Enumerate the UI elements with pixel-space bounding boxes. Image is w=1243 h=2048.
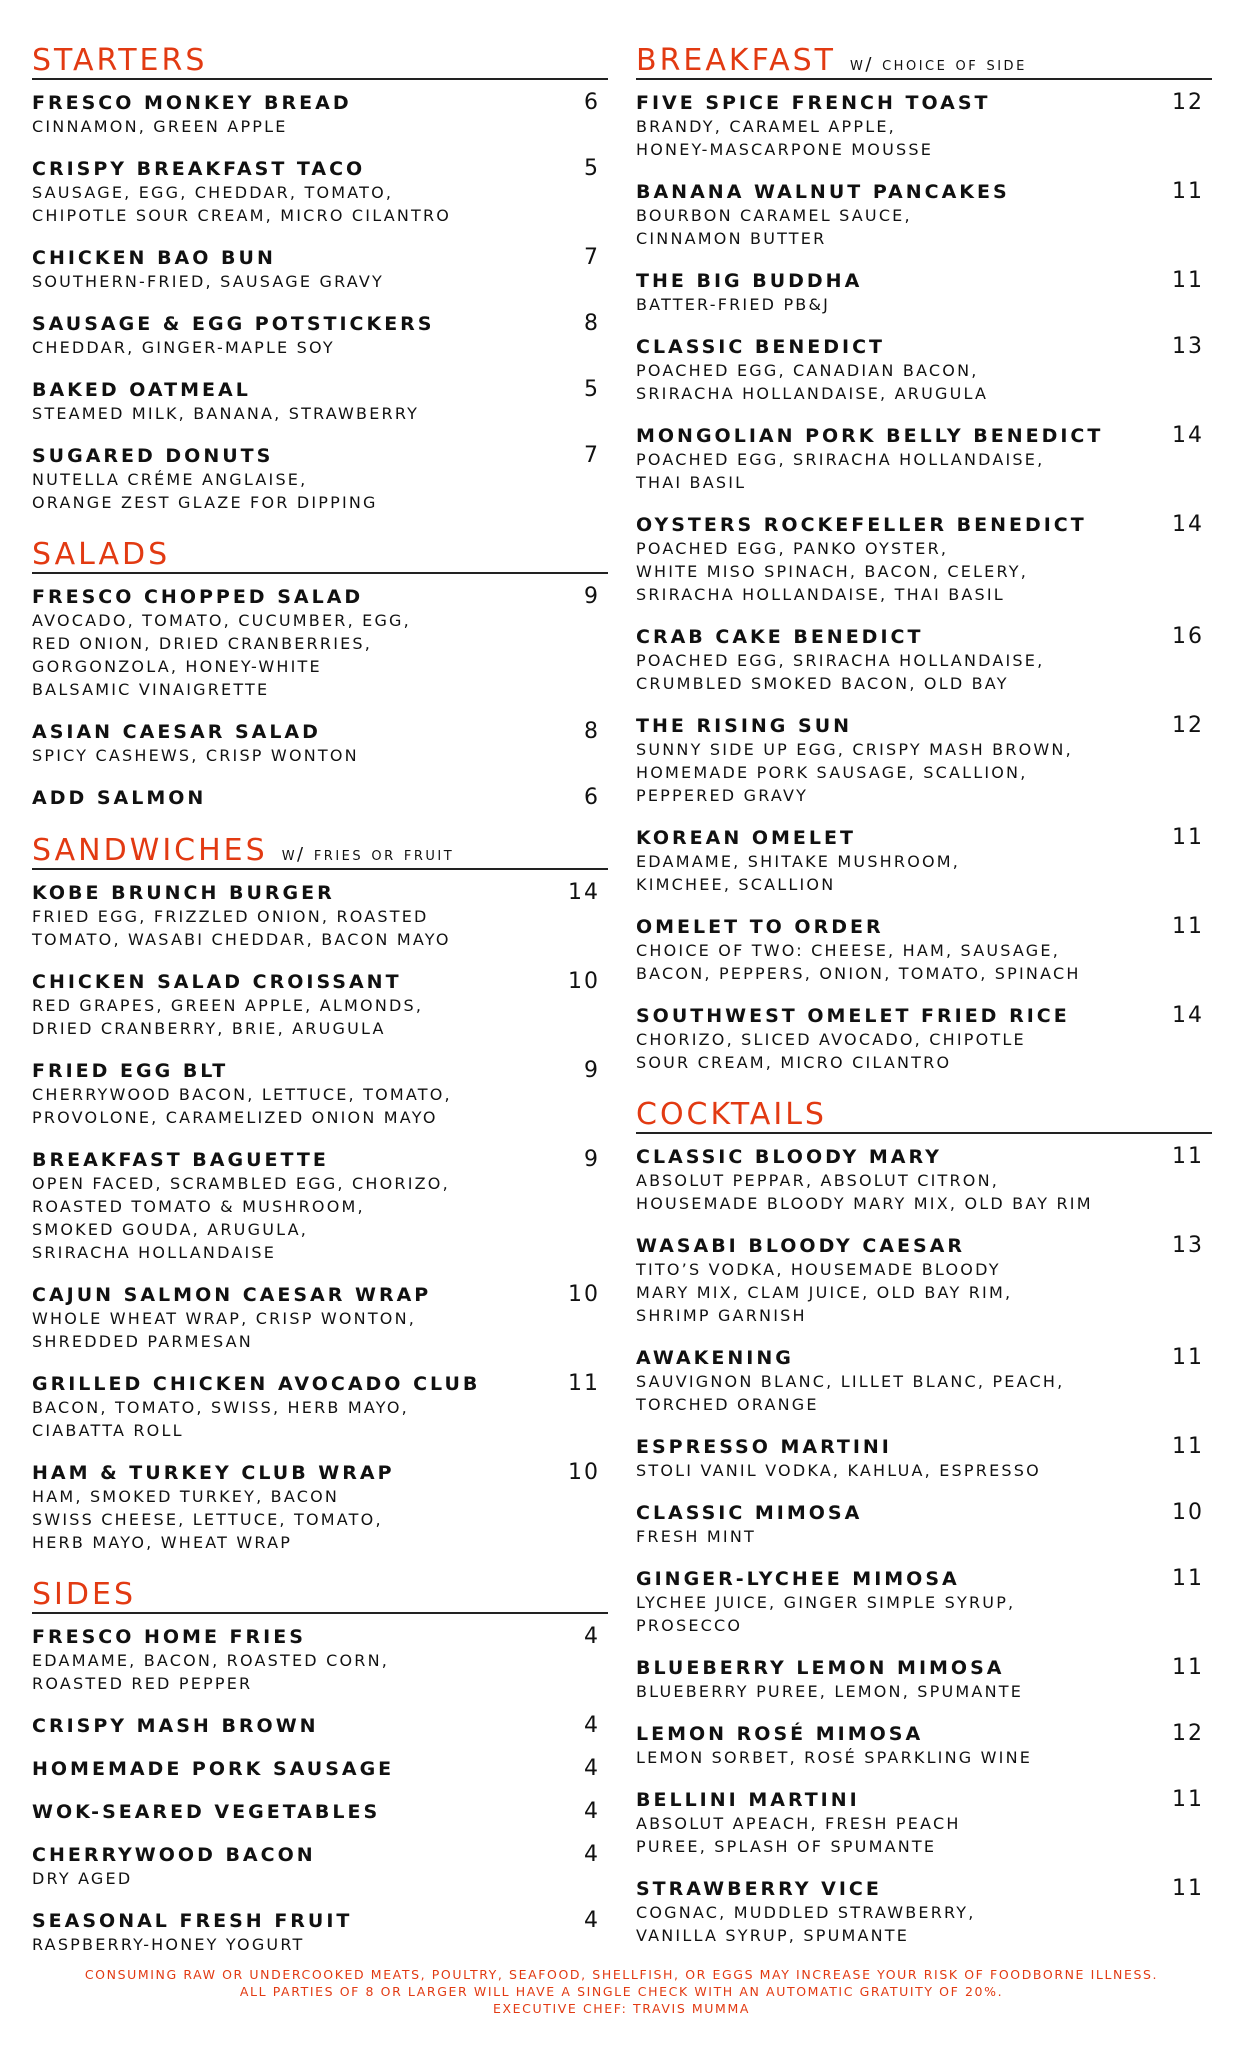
menu-item [636, 1655, 1212, 1703]
menu-item-price: 8 [584, 719, 600, 744]
menu-item [636, 423, 1212, 494]
menu-item-name: HOMEMADE PORK SAUSAGE [32, 1758, 395, 1780]
menu-item-name: CAJUN SALMON CAESAR WRAP [32, 1284, 432, 1306]
menu-item-name: OYSTERS ROCKEFELLER BENEDICT [636, 514, 1087, 536]
menu-item [32, 1147, 608, 1264]
menu-item-row [32, 377, 608, 402]
menu-item-row [32, 1842, 608, 1867]
menu-item-price: 11 [1172, 1787, 1204, 1812]
menu-item-price: 10 [568, 1282, 600, 1307]
menu-item-name: CHERRYWOOD BACON [32, 1844, 316, 1866]
section-title: STARTERS [32, 43, 208, 78]
menu-item-name: KOBE BRUNCH BURGER [32, 882, 335, 904]
section-subtitle: w/ choice of side [849, 54, 1027, 75]
menu-item-row [636, 1434, 1212, 1459]
menu-item-row [32, 1756, 608, 1781]
menu-item-name: BREAKFAST BAGUETTE [32, 1149, 329, 1171]
menu-item-name: ASIAN CAESAR SALAD [32, 721, 321, 743]
section-header [32, 43, 608, 80]
menu-item-row [32, 785, 608, 810]
menu-item-description: BACON, TOMATO, SWISS, HERB MAYO, CIABATTA ROLL [32, 1398, 409, 1440]
menu-item-row [32, 1282, 608, 1307]
menu-item-description: BATTER-FRIED PB&J [636, 295, 831, 314]
menu-item-row [32, 1460, 608, 1485]
menu-item-price: 11 [1172, 268, 1204, 293]
menu-item-description: EDAMAME, BACON, ROASTED CORN, ROASTED RED PEPPER [32, 1651, 390, 1693]
menu-item [636, 1003, 1212, 1074]
menu-item-name: FRIED EGG BLT [32, 1060, 229, 1082]
menu-item-row [32, 1908, 608, 1933]
menu-item-price: 7 [584, 245, 600, 270]
menu-item-row [636, 1345, 1212, 1370]
footer-gratuity-notice: ALL PARTIES OF 8 OR LARGER WILL HAVE A SINGLE CHECK WITH AN AUTOMATIC GRATUITY OF 20%. [239, 1984, 1004, 1999]
menu-item-price: 7 [584, 443, 600, 468]
menu-item [636, 1876, 1212, 1947]
menu-item-price: 5 [584, 156, 600, 181]
menu-item-description: RASPBERRY-HONEY YOGURT [32, 1935, 305, 1954]
menu-item-price: 10 [568, 1460, 600, 1485]
menu-item-description: LYCHEE JUICE, GINGER SIMPLE SYRUP, PROSECCO [636, 1593, 1016, 1635]
menu-item-price: 14 [1172, 423, 1204, 448]
menu-item-price: 4 [584, 1624, 600, 1649]
menu-item-price: 4 [584, 1908, 600, 1933]
menu-item-price: 11 [1172, 179, 1204, 204]
menu-item-name: GINGER-LYCHEE MIMOSA [636, 1568, 960, 1590]
menu-item-description: CHORIZO, SLICED AVOCADO, CHIPOTLE SOUR CREAM, MICRO CILANTRO [636, 1030, 1026, 1072]
menu-item-description: STOLI VANIL VODKA, KAHLUA, ESPRESSO [636, 1461, 1041, 1480]
menu-item [636, 1144, 1212, 1215]
menu-item-price: 16 [1172, 624, 1204, 649]
menu-item-name: CRISPY MASH BROWN [32, 1715, 319, 1737]
menu-item-name: CHICKEN BAO BUN [32, 247, 276, 269]
menu-item-description: CHEDDAR, GINGER-MAPLE SOY [32, 338, 335, 357]
menu-item [636, 914, 1212, 985]
menu-item-price: 12 [1172, 1721, 1204, 1746]
menu-item [636, 1500, 1212, 1548]
menu-item-name: CLASSIC BLOODY MARY [636, 1146, 942, 1168]
menu-item-name: SEASONAL FRESH FRUIT [32, 1910, 353, 1932]
menu-item-name: WASABI BLOODY CAESAR [636, 1235, 965, 1257]
menu-item-price: 9 [584, 584, 600, 609]
menu-item-description: BLUEBERRY PUREE, LEMON, SPUMANTE [636, 1682, 1024, 1701]
menu-item-description: CHOICE OF TWO: CHEESE, HAM, SAUSAGE, BACON, PEPPERS, ONION, TOMATO, SPINACH [636, 941, 1081, 983]
menu-item-row [32, 311, 608, 336]
menu-item-row [636, 423, 1212, 448]
menu-item-price: 11 [1172, 1434, 1204, 1459]
menu-item [32, 1756, 608, 1781]
menu-section-starters [32, 43, 608, 514]
menu-item-row [636, 1721, 1212, 1746]
menu-item-name: BLUEBERRY LEMON MIMOSA [636, 1657, 1005, 1679]
menu-item [636, 1787, 1212, 1858]
menu-section-sandwiches [32, 833, 608, 1554]
menu-item-name: KOREAN OMELET [636, 827, 856, 849]
footer-chef-credit: EXECUTIVE CHEF: TRAVIS MUMMA [493, 2001, 750, 2016]
section-title: BREAKFAST [636, 43, 836, 78]
menu-item-row [636, 1144, 1212, 1169]
menu-item-row [636, 1876, 1212, 1901]
menu-item-row [636, 1500, 1212, 1525]
footer-health-warning: CONSUMING RAW OR UNDERCOOKED MEATS, POULTRY, SEAFOOD, SHELLFISH, OR EGGS MAY INCREASE YOUR RISK OF FOODBORNE ILLNESS. [84, 1967, 1159, 1982]
menu-item-row [32, 1371, 608, 1396]
menu-item-price: 10 [1172, 1500, 1204, 1525]
menu-item-description: NUTELLA CRÉME ANGLAISE, ORANGE ZEST GLAZE FOR DIPPING [32, 470, 378, 512]
menu-item [32, 785, 608, 810]
menu-item [32, 1713, 608, 1738]
menu-item-row [32, 1147, 608, 1172]
menu-item-description: COGNAC, MUDDLED STRAWBERRY, VANILLA SYRUP, SPUMANTE [636, 1903, 976, 1945]
menu-item-row [636, 1003, 1212, 1028]
menu-item [32, 90, 608, 138]
menu-item-name: STRAWBERRY VICE [636, 1878, 882, 1900]
menu-item-name: CLASSIC MIMOSA [636, 1502, 863, 1524]
menu-section-sides [32, 1577, 608, 1956]
right-column [636, 43, 1212, 1973]
menu-item [32, 880, 608, 951]
menu-item-name: ADD SALMON [32, 787, 207, 809]
menu-item-row [32, 1624, 608, 1649]
menu-item-description: SPICY CASHEWS, CRISP WONTON [32, 746, 359, 765]
menu-item-description: BOURBON CARAMEL SAUCE, CINNAMON BUTTER [636, 206, 912, 248]
menu-item [32, 719, 608, 767]
menu-item-row [636, 914, 1212, 939]
menu-item-description: POACHED EGG, CANADIAN BACON, SRIRACHA HOLLANDAISE, ARUGULA [636, 361, 989, 403]
menu-item [32, 1371, 608, 1442]
menu-item-price: 11 [1172, 1144, 1204, 1169]
menu-item-description: TITO’S VODKA, HOUSEMADE BLOODY MARY MIX, CLAM JUICE, OLD BAY RIM, SHRIMP GARNISH [636, 1260, 1013, 1325]
menu-item-price: 5 [584, 377, 600, 402]
menu-item-price: 8 [584, 311, 600, 336]
menu-section-breakfast [636, 43, 1212, 1074]
menu-item-price: 13 [1172, 334, 1204, 359]
menu-item [32, 377, 608, 425]
menu-item-description: ABSOLUT APEACH, FRESH PEACH PUREE, SPLASH OF SPUMANTE [636, 1814, 961, 1856]
section-header [636, 43, 1212, 80]
menu-item [32, 1908, 608, 1956]
menu-item-description: POACHED EGG, SRIRACHA HOLLANDAISE, CRUMBLED SMOKED BACON, OLD BAY [636, 651, 1045, 693]
menu-item-row [32, 245, 608, 270]
menu-item-name: CLASSIC BENEDICT [636, 336, 885, 358]
menu-item-price: 11 [1172, 1655, 1204, 1680]
menu-item [636, 713, 1212, 807]
menu-item-name: HAM & TURKEY CLUB WRAP [32, 1462, 395, 1484]
menu-item-price: 11 [1172, 914, 1204, 939]
menu-item-price: 11 [1172, 1566, 1204, 1591]
menu-item-name: MONGOLIAN PORK BELLY BENEDICT [636, 425, 1104, 447]
menu-item-name: FRESCO CHOPPED SALAD [32, 586, 364, 608]
menu-item [32, 1058, 608, 1129]
menu-item-name: SOUTHWEST OMELET FRIED RICE [636, 1005, 1070, 1027]
menu-item [32, 311, 608, 359]
menu-item-description: BRANDY, CARAMEL APPLE, HONEY-MASCARPONE MOUSSE [636, 117, 934, 159]
menu-item [636, 179, 1212, 250]
menu-item-name: SUGARED DONUTS [32, 445, 274, 467]
menu-item [32, 1799, 608, 1824]
menu-item-name: GRILLED CHICKEN AVOCADO CLUB [32, 1373, 481, 1395]
menu-item-name: ESPRESSO MARTINI [636, 1436, 892, 1458]
menu-item-row [636, 713, 1212, 738]
menu-item-row [32, 443, 608, 468]
menu-item-description: FRESH MINT [636, 1527, 756, 1546]
menu-item-name: OMELET TO ORDER [636, 916, 884, 938]
menu-item-row [32, 1058, 608, 1083]
menu-item [636, 334, 1212, 405]
menu-item [32, 443, 608, 514]
menu-item-name: AWAKENING [636, 1347, 794, 1369]
menu-item [32, 156, 608, 227]
menu-item-row [636, 1655, 1212, 1680]
menu-item-row [32, 584, 608, 609]
menu-item-name: LEMON ROSÉ MIMOSA [636, 1723, 924, 1745]
menu-item-row [636, 179, 1212, 204]
menu-item-price: 4 [584, 1799, 600, 1824]
menu-item-name: BANANA WALNUT PANCAKES [636, 181, 1010, 203]
left-column [32, 43, 608, 1982]
menu-item-name: THE RISING SUN [636, 715, 853, 737]
menu-item-row [636, 512, 1212, 537]
menu-section-cocktails [636, 1097, 1212, 1947]
menu-item-description: LEMON SORBET, ROSÉ SPARKLING WINE [636, 1748, 1033, 1767]
menu-item [32, 1624, 608, 1695]
menu-item-description: STEAMED MILK, BANANA, STRAWBERRY [32, 404, 420, 423]
menu-item [32, 584, 608, 701]
menu-item [636, 1721, 1212, 1769]
menu-item-description: RED GRAPES, GREEN APPLE, ALMONDS, DRIED CRANBERRY, BRIE, ARUGULA [32, 996, 424, 1038]
menu-item-description: SUNNY SIDE UP EGG, CRISPY MASH BROWN, HOMEMADE PORK SAUSAGE, SCALLION, PEPPERED GRAVY [636, 740, 1073, 805]
menu-item [636, 1233, 1212, 1327]
menu-item-price: 11 [568, 1371, 600, 1396]
menu-item-row [32, 156, 608, 181]
section-subtitle: w/ fries or fruit [281, 844, 455, 865]
menu-item [636, 90, 1212, 161]
menu-section-salads [32, 537, 608, 810]
menu-item-price: 14 [1172, 512, 1204, 537]
menu-item-description: SAUSAGE, EGG, CHEDDAR, TOMATO, CHIPOTLE SOUR CREAM, MICRO CILANTRO [32, 183, 452, 225]
menu-item-price: 11 [1172, 825, 1204, 850]
section-header [32, 1577, 608, 1614]
menu-item-description: POACHED EGG, SRIRACHA HOLLANDAISE, THAI BASIL [636, 450, 1045, 492]
section-title: SIDES [32, 1577, 136, 1612]
menu-item-description: AVOCADO, TOMATO, CUCUMBER, EGG, RED ONION, DRIED CRANBERRIES, GORGONZOLA, HONEY-WHITE BALSAMIC VINAIGRETTE [32, 611, 411, 699]
section-title: COCKTAILS [636, 1097, 827, 1132]
section-title: SANDWICHES [32, 833, 268, 868]
menu-item-row [636, 1566, 1212, 1591]
menu-item-row [636, 825, 1212, 850]
section-header [636, 1097, 1212, 1134]
menu-item-price: 6 [584, 90, 600, 115]
menu-item-price: 4 [584, 1756, 600, 1781]
menu-item-name: CRAB CAKE BENEDICT [636, 626, 924, 648]
menu-item-row [32, 1799, 608, 1824]
menu-item-price: 12 [1172, 90, 1204, 115]
menu-item-price: 11 [1172, 1345, 1204, 1370]
menu-item-price: 9 [584, 1058, 600, 1083]
menu-item-name: BELLINI MARTINI [636, 1789, 860, 1811]
menu-item [32, 969, 608, 1040]
menu-item-description: FRIED EGG, FRIZZLED ONION, ROASTED TOMATO, WASABI CHEDDAR, BACON MAYO [32, 907, 451, 949]
menu-item-name: CHICKEN SALAD CROISSANT [32, 971, 402, 993]
menu-item-description: SAUVIGNON BLANC, LILLET BLANC, PEACH, TORCHED ORANGE [636, 1372, 1065, 1414]
menu-item-description: SOUTHERN-FRIED, SAUSAGE GRAVY [32, 272, 385, 291]
section-header [32, 833, 608, 870]
menu-item-description: HAM, SMOKED TURKEY, BACON SWISS CHEESE, LETTUCE, TOMATO, HERB MAYO, WHEAT WRAP [32, 1487, 383, 1552]
menu-item-name: WOK-SEARED VEGETABLES [32, 1801, 381, 1823]
menu-item-price: 12 [1172, 713, 1204, 738]
menu-item-description: CHERRYWOOD BACON, LETTUCE, TOMATO, PROVOLONE, CARAMELIZED ONION MAYO [32, 1085, 452, 1127]
menu-item [636, 268, 1212, 316]
menu-item-price: 11 [1172, 1876, 1204, 1901]
menu-item-price: 4 [584, 1713, 600, 1738]
menu-item [32, 1460, 608, 1554]
menu-item-description: POACHED EGG, PANKO OYSTER, WHITE MISO SPINACH, BACON, CELERY, SRIRACHA HOLLANDAISE, THAI BASIL [636, 539, 1029, 604]
menu-item-name: FRESCO HOME FRIES [32, 1626, 306, 1648]
menu-item-description: ABSOLUT PEPPAR, ABSOLUT CITRON, HOUSEMADE BLOODY MARY MIX, OLD BAY RIM [636, 1171, 1093, 1213]
menu-item [636, 624, 1212, 695]
menu-item [32, 1842, 608, 1890]
menu-item-description: EDAMAME, SHITAKE MUSHROOM, KIMCHEE, SCALLION [636, 852, 961, 894]
menu-item-name: FIVE SPICE FRENCH TOAST [636, 92, 991, 114]
menu-item-description: WHOLE WHEAT WRAP, CRISP WONTON, SHREDDED PARMESAN [32, 1309, 417, 1351]
menu-item [636, 512, 1212, 606]
menu-item-description: CINNAMON, GREEN APPLE [32, 117, 288, 136]
menu-item-name: THE BIG BUDDHA [636, 270, 863, 292]
menu-item-name: BAKED OATMEAL [32, 379, 251, 401]
menu-item-description: DRY AGED [32, 1869, 133, 1888]
menu-item-price: 4 [584, 1842, 600, 1867]
menu-item-row [32, 1713, 608, 1738]
menu-item-row [636, 624, 1212, 649]
section-title: SALADS [32, 537, 171, 572]
section-header [32, 537, 608, 574]
menu-item-row [636, 334, 1212, 359]
menu-item [636, 1566, 1212, 1637]
menu-item [636, 1434, 1212, 1482]
menu-item-row [636, 1787, 1212, 1812]
menu-item [636, 825, 1212, 896]
menu-item-price: 6 [584, 785, 600, 810]
menu-item-price: 13 [1172, 1233, 1204, 1258]
menu-item-name: FRESCO MONKEY BREAD [32, 92, 352, 114]
menu-item-description: OPEN FACED, SCRAMBLED EGG, CHORIZO, ROASTED TOMATO & MUSHROOM, SMOKED GOUDA, ARUGULA, SRIRACHA HOLLANDAISE [32, 1174, 450, 1262]
menu-item [32, 245, 608, 293]
menu-item-row [636, 268, 1212, 293]
menu-footer [0, 1966, 1243, 2017]
menu-item-name: SAUSAGE & EGG POTSTICKERS [32, 313, 435, 335]
menu-item-row [32, 90, 608, 115]
menu-item-row [636, 1233, 1212, 1258]
menu-item-price: 14 [1172, 1003, 1204, 1028]
menu-item-row [636, 90, 1212, 115]
menu-item [32, 1282, 608, 1353]
menu-item-price: 9 [584, 1147, 600, 1172]
menu-item-name: CRISPY BREAKFAST TACO [32, 158, 366, 180]
menu-item-row [32, 969, 608, 994]
menu-item-price: 14 [568, 880, 600, 905]
menu-item-row [32, 719, 608, 744]
menu-item-row [32, 880, 608, 905]
menu-item-price: 10 [568, 969, 600, 994]
menu-item [636, 1345, 1212, 1416]
